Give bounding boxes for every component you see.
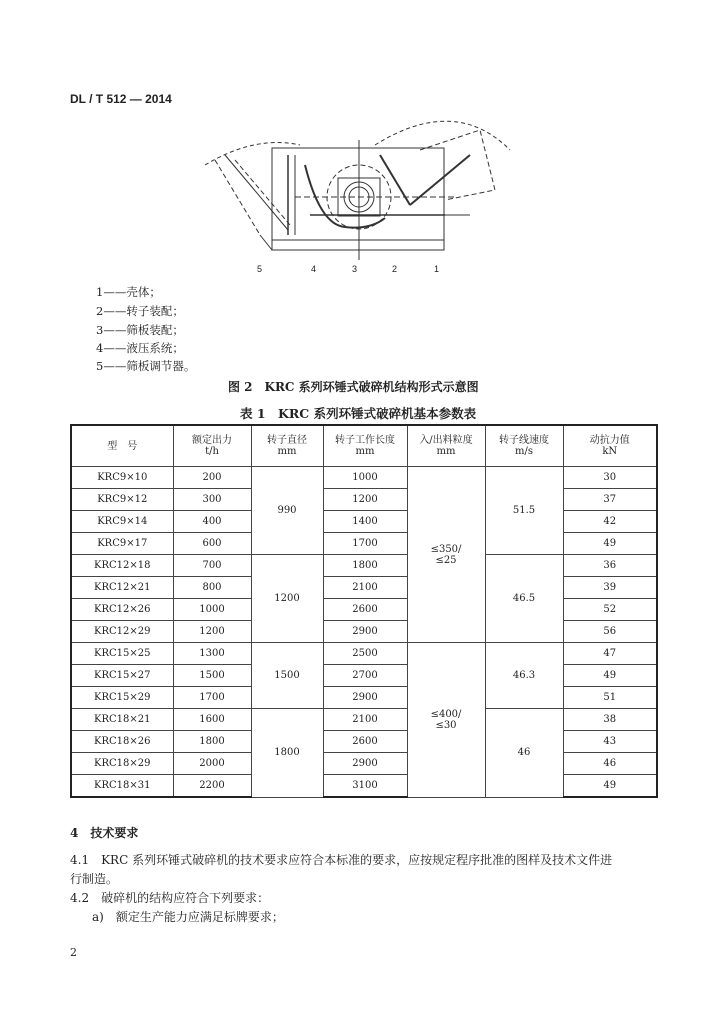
speed-cell: 51.5 <box>485 467 563 555</box>
part-label-5: 5 <box>257 264 263 274</box>
table-caption: 表 1 KRC 系列环锤式破碎机基本参数表 <box>240 406 477 421</box>
speed-cell: 46.5 <box>485 555 563 643</box>
table-header-row <box>71 425 657 467</box>
header-unit: t/h <box>205 446 219 457</box>
paragraph-4-1-cont: 行制造。 <box>70 872 119 886</box>
length-cell: 2700 <box>323 665 407 687</box>
table-row <box>71 753 657 775</box>
model-cell: KRC9×12 <box>71 489 173 511</box>
table-row <box>71 533 657 555</box>
model-cell: KRC12×18 <box>71 555 173 577</box>
output-cell: 2000 <box>173 753 251 775</box>
parameter-table <box>70 424 658 798</box>
model-cell: KRC12×21 <box>71 577 173 599</box>
length-cell: 2600 <box>323 599 407 621</box>
list-item-a: a) 额定生产能力应满足标牌要求； <box>92 910 284 924</box>
length-cell: 1000 <box>323 467 407 489</box>
force-cell: 49 <box>563 775 657 798</box>
output-cell: 2200 <box>173 775 251 798</box>
length-cell: 1400 <box>323 511 407 533</box>
table-row <box>71 731 657 753</box>
table-row <box>71 687 657 709</box>
force-cell: 47 <box>563 643 657 665</box>
model-cell: KRC18×29 <box>71 753 173 775</box>
granularity-cell <box>407 643 485 798</box>
header-label: 转子线速度 <box>499 435 549 446</box>
legend-item: 5——筛板调节器。 <box>96 359 196 373</box>
model-cell: KRC18×31 <box>71 775 173 798</box>
force-cell: 51 <box>563 687 657 709</box>
legend-item: 4——液压系统； <box>96 341 184 355</box>
force-cell: 52 <box>563 599 657 621</box>
table-row <box>71 665 657 687</box>
section-heading: 4 技术要求 <box>70 826 139 840</box>
output-cell: 1000 <box>173 599 251 621</box>
force-cell: 49 <box>563 665 657 687</box>
column-header <box>563 425 657 467</box>
part-label-1: 1 <box>434 264 440 274</box>
header-label: 型 号 <box>107 440 138 452</box>
table-row <box>71 467 657 489</box>
output-cell: 1500 <box>173 665 251 687</box>
length-cell: 2900 <box>323 753 407 775</box>
length-cell: 1800 <box>323 555 407 577</box>
figure-caption: 图 2 KRC 系列环锤式破碎机结构形式示意图 <box>228 380 479 394</box>
length-cell: 2900 <box>323 621 407 643</box>
length-cell: 1200 <box>323 489 407 511</box>
force-cell: 43 <box>563 731 657 753</box>
table-row <box>71 709 657 731</box>
table-row <box>71 577 657 599</box>
header-unit: m/s <box>515 446 533 457</box>
length-cell: 2900 <box>323 687 407 709</box>
model-cell: KRC18×26 <box>71 731 173 753</box>
length-cell: 2100 <box>323 709 407 731</box>
granularity-out: ≤30 <box>435 719 457 731</box>
granularity-in: ≤350/ <box>430 543 462 555</box>
header-unit: kN <box>602 446 618 457</box>
paragraph-4-1: 4.1 KRC 系列环锤式破碎机的技术要求应符合本标准的要求，应按规定程序批准的图样及技术文件进 <box>70 853 613 867</box>
length-cell: 2600 <box>323 731 407 753</box>
part-label-4: 4 <box>311 264 317 274</box>
model-cell: KRC15×25 <box>71 643 173 665</box>
table-row <box>71 489 657 511</box>
column-header <box>485 425 563 467</box>
page-number: 2 <box>70 946 77 959</box>
standard-number: DL / T 512 — 2014 <box>70 92 172 106</box>
table-row <box>71 621 657 643</box>
table-row <box>71 775 657 798</box>
force-cell: 56 <box>563 621 657 643</box>
column-header <box>71 425 173 467</box>
force-cell: 42 <box>563 511 657 533</box>
length-cell: 3100 <box>323 775 407 798</box>
header-label: 入/出料粒度 <box>419 435 473 446</box>
diameter-cell: 990 <box>251 467 323 555</box>
output-cell: 700 <box>173 555 251 577</box>
header-unit: mm <box>277 446 297 457</box>
force-cell: 36 <box>563 555 657 577</box>
model-cell: KRC9×10 <box>71 467 173 489</box>
diameter-cell: 1200 <box>251 555 323 643</box>
model-cell: KRC9×17 <box>71 533 173 555</box>
header-label: 动抗力值 <box>589 435 630 446</box>
legend-item: 2——转子装配； <box>96 304 184 318</box>
table-row <box>71 643 657 665</box>
header-label: 转子直径 <box>267 435 307 446</box>
diameter-cell: 1500 <box>251 643 323 709</box>
header-unit: mm <box>355 446 375 457</box>
output-cell: 600 <box>173 533 251 555</box>
column-header <box>407 425 485 467</box>
force-cell: 46 <box>563 753 657 775</box>
length-cell: 2500 <box>323 643 407 665</box>
part-label-2: 2 <box>392 264 398 274</box>
model-cell: KRC12×26 <box>71 599 173 621</box>
speed-cell: 46.3 <box>485 643 563 709</box>
output-cell: 1700 <box>173 687 251 709</box>
diameter-cell: 1800 <box>251 709 323 798</box>
force-cell: 30 <box>563 467 657 489</box>
column-header <box>173 425 251 467</box>
model-cell: KRC18×21 <box>71 709 173 731</box>
output-cell: 400 <box>173 511 251 533</box>
table-row <box>71 555 657 577</box>
column-header <box>323 425 407 467</box>
model-cell: KRC12×29 <box>71 621 173 643</box>
model-cell: KRC15×29 <box>71 687 173 709</box>
header-label: 额定出力 <box>192 435 232 446</box>
granularity-in: ≤400/ <box>430 708 462 720</box>
force-cell: 38 <box>563 709 657 731</box>
output-cell: 300 <box>173 489 251 511</box>
table-row <box>71 599 657 621</box>
legend-item: 1——壳体； <box>96 285 161 299</box>
output-cell: 800 <box>173 577 251 599</box>
output-cell: 1300 <box>173 643 251 665</box>
header-label: 转子工作长度 <box>335 435 395 446</box>
header-unit: mm <box>436 446 456 457</box>
speed-cell: 46 <box>485 709 563 798</box>
model-cell: KRC15×27 <box>71 665 173 687</box>
granularity-out: ≤25 <box>435 554 457 566</box>
output-cell: 1600 <box>173 709 251 731</box>
column-header <box>251 425 323 467</box>
output-cell: 1800 <box>173 731 251 753</box>
model-cell: KRC9×14 <box>71 511 173 533</box>
output-cell: 1200 <box>173 621 251 643</box>
force-cell: 37 <box>563 489 657 511</box>
output-cell: 200 <box>173 467 251 489</box>
legend-item: 3——筛板装配； <box>96 323 184 337</box>
paragraph-4-2: 4.2 破碎机的结构应符合下列要求： <box>70 891 270 905</box>
length-cell: 2100 <box>323 577 407 599</box>
part-label-3: 3 <box>352 264 358 274</box>
force-cell: 49 <box>563 533 657 555</box>
length-cell: 1700 <box>323 533 407 555</box>
crusher-structure-diagram <box>195 110 535 280</box>
force-cell: 39 <box>563 577 657 599</box>
table-row <box>71 511 657 533</box>
granularity-cell <box>407 467 485 643</box>
